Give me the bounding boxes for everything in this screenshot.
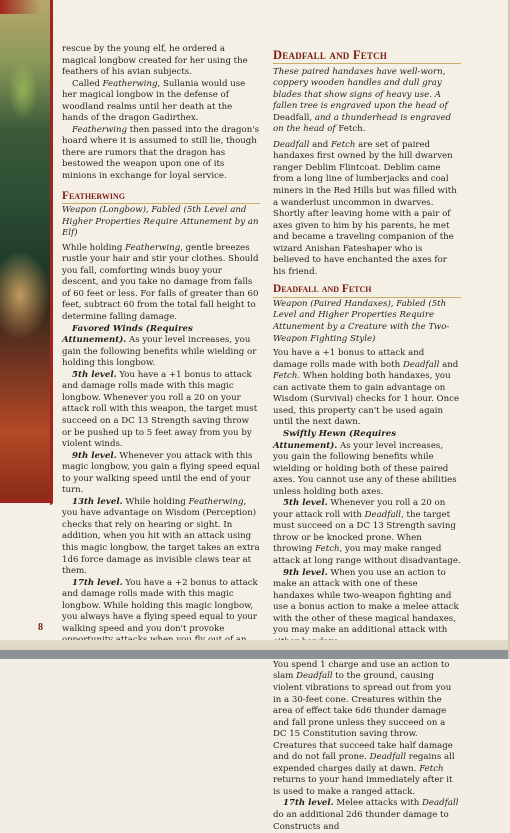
viewer-bottom-edge <box>0 650 510 659</box>
feature-title: Favored Winds (Requires Attunement). <box>62 323 193 346</box>
paragraph <box>273 348 461 429</box>
text: . <box>362 124 366 135</box>
paragraph <box>273 498 461 567</box>
text: , Sullania would use her magical longbow in the defense of woodland realms until her death at the hands of the dragon Gadirthex. <box>62 78 246 124</box>
item-name: Deadfall <box>422 798 459 809</box>
text: Whenever you attack with this magic longbow, you gain a flying speed equal to your walking speed until the end of your turn. <box>62 450 260 496</box>
paragraph <box>273 429 461 498</box>
paragraph <box>273 568 461 649</box>
item-name: Featherwing <box>72 124 128 135</box>
item-name: Fetch <box>315 544 340 555</box>
flavor-text <box>273 67 461 136</box>
text: When you use an action to make an attack with one of these handaxes while two-weapon fighting and use a bonus action to make a melee attack with the other of these magical handaxes, you may make an additional attack with <box>273 567 459 636</box>
item-name: Featherwing <box>125 242 181 253</box>
item-name: Fetch <box>419 763 444 774</box>
item-name: Fetch <box>338 124 363 135</box>
text: While holding <box>122 496 189 507</box>
paragraph <box>273 648 461 798</box>
level-title: 5th level. <box>283 498 328 509</box>
item-name: Deadfall <box>402 359 440 370</box>
section-heading: Deadfall and Fetch <box>273 284 461 298</box>
left-column <box>62 44 260 658</box>
text: You have a +1 bonus to attack and damage rolls made with both <box>273 348 425 370</box>
text: As your level increases, you gain the following benefits while wielding or holding this longbow. <box>62 335 257 369</box>
text: regains all expended charges daily at dawn. <box>273 752 455 774</box>
item-subtitle: Weapon (Longbow), Fabled (5th Level and Higher Properties Require Attunement by an Elf) <box>62 205 259 239</box>
text: and <box>309 139 332 150</box>
text: , gentle breezes rustle your hair and stir your clothes. Should you fall, comforting winds buoy your descent, and you take no damage from falls of 60 feet or less. For falls of greater than 60 feet, subtract 60 from the total fall height to determine falling damage. <box>62 242 259 323</box>
text: and <box>439 359 459 370</box>
item-name: Deadfall <box>369 752 406 763</box>
item-name: Deadfall <box>273 112 310 123</box>
text: are set of paired handaxes first owned by the hill dwarven ranger Deblim Flintcoat. Deblim came from a long line of lumberjacks and coal miners in the Red Hills but was filled with a wanderlust uncommon in dwarves. Shortly after leaving home with a pair of axes given to him by his parents, he met and became a traveling companion of the wizard Anishan Fateshaper who is believed to have enchanted the axes for his friend. <box>273 139 457 277</box>
text: , you may make ranged attack at long range without disadvantage. <box>273 544 461 566</box>
item-name: Deadfall <box>296 671 333 682</box>
text: then passed into the dragon's hoard where it is assumed to still lie, though there are rumors that the dragon has bestowed the weapon upon one of its minions in exchange for loyal service. <box>62 124 260 182</box>
page-number: 8 <box>38 622 43 633</box>
glow-decoration <box>0 250 50 340</box>
paragraph <box>62 497 260 578</box>
text: Called <box>72 78 103 89</box>
text: You have a +1 bonus to attack and damage rolls made with this magic longbow. Whenever you roll a 20 on your attack roll with this weapon, the target must succeed on a DC 13 Strength saving throw or be pushed up to 5 feet away from you by violent winds. <box>62 369 258 450</box>
level-title: 5th level. <box>72 369 117 380</box>
paragraph: rescue by the young elf, he ordered a magical longbow created for her using the feathers of his avian subjects. <box>62 44 248 78</box>
level-title: 13th level. <box>72 496 123 507</box>
text: , and a thunderhead is engraved on the head of <box>273 112 452 135</box>
item-name: Featherwing <box>102 78 158 89</box>
text: While holding <box>62 242 126 253</box>
text: to the ground, causing violent vibrations to spread out from you in a 30-feet cone. Creatures within the area of effect take 6d6 thunder damage and fall prone unless they succeed on a DC 15 Constitution saving throw. Creatures that succeed take half damage and do not fall prone. <box>273 671 453 763</box>
text: , you have advantage on Wisdom (Perception) checks that rely on hearing or sight. In addition, when you hit with an attack using this magic longbow, the target takes an extra 1d6 force damage as invisible claws tear at them. <box>62 496 260 577</box>
text: You have a +2 bonus to attack and damage rolls made with this magic longbow. While holding this magic longbow, you always have a flying speed equal to your walking speed and you don't provoke <box>62 577 258 634</box>
text: As your level increases, you gain the following benefits while wielding or holding both of these paired axes. You cannot use any of these abilities unless holding both axes. <box>273 440 457 497</box>
section-heading: Featherwing <box>62 191 260 205</box>
item-name: Fetch <box>273 371 298 382</box>
right-column <box>273 50 461 833</box>
text: . When holding both handaxes, you can activate them to gain advantage on Wisdom (Survival) checks for 1 hour. Once used, this property can't be used again until the next dawn. <box>273 371 460 428</box>
paragraph <box>62 243 260 324</box>
paragraph <box>273 140 461 279</box>
text: do an additional 2d6 thunder damage to Constructs and <box>273 810 449 832</box>
text: returns to your hand immediately after it is used to make a ranged attack. <box>273 775 453 797</box>
item-name: Featherwing <box>188 496 244 507</box>
text: , the target must succeed on a DC 13 Strength saving throw or be knocked prone. When throwing <box>273 509 456 555</box>
paragraph <box>62 79 260 125</box>
paragraph <box>62 324 260 370</box>
text: You spend 1 charge and use an action to slam <box>273 659 450 682</box>
paragraph <box>273 798 461 833</box>
level-title: 17th level. <box>72 577 123 588</box>
paragraph <box>62 370 260 451</box>
illustration-border-bottom <box>0 499 53 503</box>
level-title: 9th level. <box>283 567 328 578</box>
feature-title: Swiftly Hewn (Requires Attunement). <box>273 428 397 451</box>
text: These paired handaxes have well-worn, coppery wooden handles and dull gray blades that show signs of heavy use. A fallen tree is engraved upon the head of <box>273 66 448 112</box>
item-name: Deadfall <box>364 509 402 520</box>
page-illustration <box>0 0 50 502</box>
item-name: Fetch <box>331 139 356 150</box>
text: Whenever you roll a 20 on your attack roll with <box>273 498 446 520</box>
corner-accent <box>0 0 40 14</box>
item-subtitle: Weapon (Paired Handaxes), Fabled (5th Level and Higher Properties Require Attunement by a Creature with the Two-Weapon Fighting Style) <box>273 298 450 344</box>
paragraph <box>62 125 260 183</box>
level-title: 17th level. <box>283 798 334 809</box>
level-title: 9th level. <box>72 450 117 461</box>
item-name: Deadfall <box>273 139 310 150</box>
illustration-border <box>50 0 53 505</box>
text: Melee attacks with <box>333 798 423 809</box>
foliage-decoration <box>8 60 38 120</box>
paragraph <box>62 451 260 497</box>
section-heading: Deadfall and Fetch <box>273 50 461 64</box>
